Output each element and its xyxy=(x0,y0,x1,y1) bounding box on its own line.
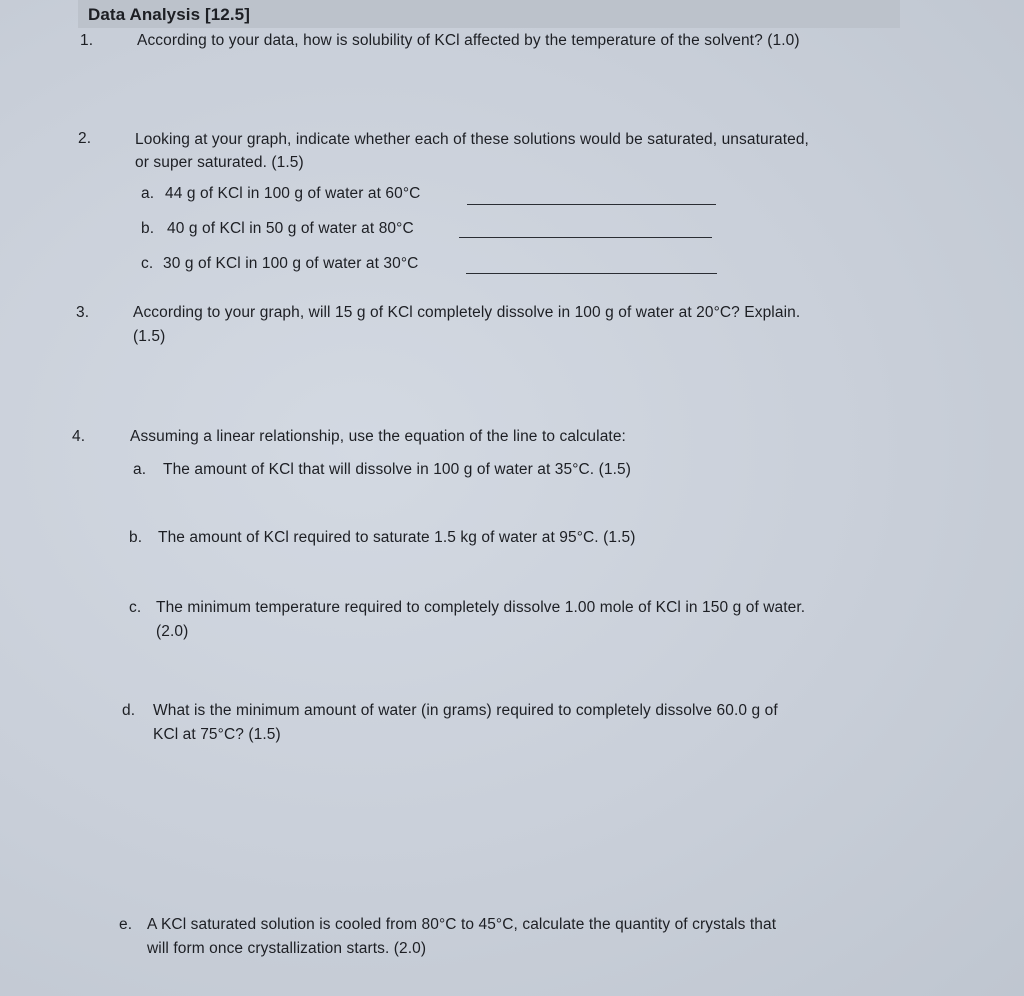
q2a-letter: a. xyxy=(141,185,155,202)
q4c-text-line1: The minimum temperature required to completely dissolve 1.00 mole of KCl in 150 g of water. xyxy=(156,599,806,616)
q4d-letter: d. xyxy=(122,702,136,719)
q1-number: 1. xyxy=(80,32,94,49)
q3-text-line1: According to your graph, will 15 g of KCl completely dissolve in 100 g of water at 20°C? Explain. xyxy=(133,304,801,321)
q3-number: 3. xyxy=(76,304,90,321)
q4c-text-line2: (2.0) xyxy=(156,623,189,640)
q4e-text-line1: A KCl saturated solution is cooled from 80°C to 45°C, calculate the quantity of crystals that xyxy=(147,916,777,933)
q2c-answer-blank[interactable] xyxy=(466,273,717,274)
q4b-text: The amount of KCl required to saturate 1.5 kg of water at 95°C. (1.5) xyxy=(158,529,636,546)
q4c-letter: c. xyxy=(129,599,142,616)
q2a-text: 44 g of KCl in 100 g of water at 60°C xyxy=(165,185,421,202)
q4a-text: The amount of KCl that will dissolve in 100 g of water at 35°C. (1.5) xyxy=(163,461,631,478)
q2c-text: 30 g of KCl in 100 g of water at 30°C xyxy=(163,255,419,272)
q2c-letter: c. xyxy=(141,255,154,272)
q2-number: 2. xyxy=(78,130,92,147)
q4a-letter: a. xyxy=(133,461,147,478)
q4-intro: Assuming a linear relationship, use the equation of the line to calculate: xyxy=(130,428,626,445)
q1-text: According to your data, how is solubility of KCl affected by the temperature of the solvent? (1.0) xyxy=(137,32,800,49)
q2b-letter: b. xyxy=(141,220,155,237)
q2a-answer-blank[interactable] xyxy=(467,204,716,205)
q4e-letter: e. xyxy=(119,916,133,933)
q4e-text-line2: will form once crystallization starts. (2.0) xyxy=(147,940,427,957)
q2-text-line1: Looking at your graph, indicate whether each of these solutions would be saturated, unsaturated, xyxy=(135,131,809,148)
section-title: Data Analysis [12.5] xyxy=(88,5,250,24)
q2b-answer-blank[interactable] xyxy=(459,237,712,238)
q4d-text-line2: KCl at 75°C? (1.5) xyxy=(153,726,281,743)
q2-text-line2: or super saturated. (1.5) xyxy=(135,154,304,171)
q3-text-line2: (1.5) xyxy=(133,328,166,345)
q4-number: 4. xyxy=(72,428,86,445)
q2b-text: 40 g of KCl in 50 g of water at 80°C xyxy=(167,220,414,237)
q4b-letter: b. xyxy=(129,529,143,546)
q4d-text-line1: What is the minimum amount of water (in grams) required to completely dissolve 60.0 g of xyxy=(153,702,778,719)
